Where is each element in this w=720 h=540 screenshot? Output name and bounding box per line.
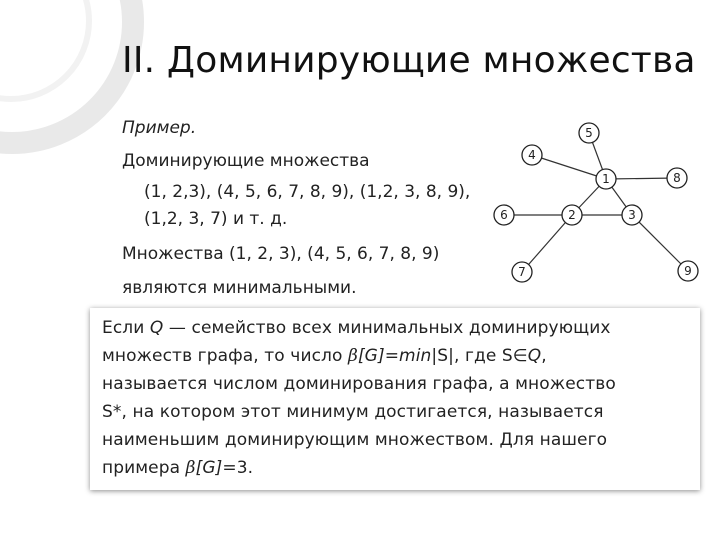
graph-node-label: 5: [585, 126, 593, 140]
definition-text: — семейство всех минимальных доминирующих: [163, 318, 611, 338]
definition-text: Если: [102, 318, 150, 338]
graph-node-label: 8: [673, 171, 681, 185]
definition-text: примера: [102, 458, 186, 478]
graph-symbol: [G]=: [357, 346, 400, 366]
graph-edge-2-7: [522, 215, 572, 272]
graph-node-6: [494, 205, 514, 225]
example-line-3: (1,2, 3, 7) и т. д.: [144, 209, 288, 229]
family-symbol: Q: [527, 346, 542, 366]
definition-text: =3.: [222, 458, 254, 478]
definition-line-6: [102, 458, 253, 478]
graph-node-label: 7: [518, 265, 526, 279]
graph-edge-1-8: [606, 178, 677, 179]
graph-nodes: [494, 123, 698, 282]
graph-node-label: 3: [628, 208, 636, 222]
definition-panel: [90, 308, 700, 490]
graph-node-1: [596, 169, 616, 189]
slide-title: II. Доминирующие множества: [122, 40, 696, 81]
min-symbol: min: [399, 346, 432, 366]
example-line-5: являются минимальными.: [122, 278, 357, 298]
graph-edge-1-4: [532, 155, 606, 179]
definition-line-4: S*, на котором этот минимум достигается, называется: [102, 402, 604, 422]
graph-node-label: 4: [528, 148, 536, 162]
graph-symbol: [G]: [195, 458, 223, 478]
definition-text: множеств графа, то число: [102, 346, 349, 366]
graph-node-5: [579, 123, 599, 143]
decorative-ring-inner: [0, 0, 92, 102]
beta-symbol: β: [348, 346, 358, 366]
graph-node-4: [522, 145, 542, 165]
definition-line-3: называется числом доминирования графа, а множество: [102, 374, 616, 394]
graph-node-7: [512, 262, 532, 282]
family-symbol: Q: [149, 318, 164, 338]
graph-edge-3-9: [632, 215, 688, 271]
definition-line-1: [102, 318, 611, 338]
graph-node-label: 2: [568, 208, 576, 222]
definition-text: ,: [541, 346, 547, 366]
example-label: Пример.: [122, 118, 197, 138]
definition-line-2: [102, 346, 547, 366]
example-line-4: Множества (1, 2, 3), (4, 5, 6, 7, 8, 9): [122, 244, 440, 264]
graph-node-label: 1: [602, 172, 610, 186]
definition-line-5: наименьшим доминирующим множеством. Для нашего: [102, 430, 608, 450]
definition-text: |S|, где S∈: [431, 346, 528, 366]
graph-node-9: [678, 261, 698, 281]
example-line-2: (1, 2,3), (4, 5, 6, 7, 8, 9), (1,2, 3, 8, 9),: [144, 182, 471, 202]
beta-symbol: β: [185, 458, 196, 478]
graph-diagram: [485, 108, 710, 298]
graph-node-8: [667, 168, 687, 188]
graph-node-3: [622, 205, 642, 225]
graph-node-label: 6: [500, 208, 508, 222]
graph-node-2: [562, 205, 582, 225]
graph-node-label: 9: [684, 264, 692, 278]
example-line-1: Доминирующие множества: [122, 151, 370, 171]
